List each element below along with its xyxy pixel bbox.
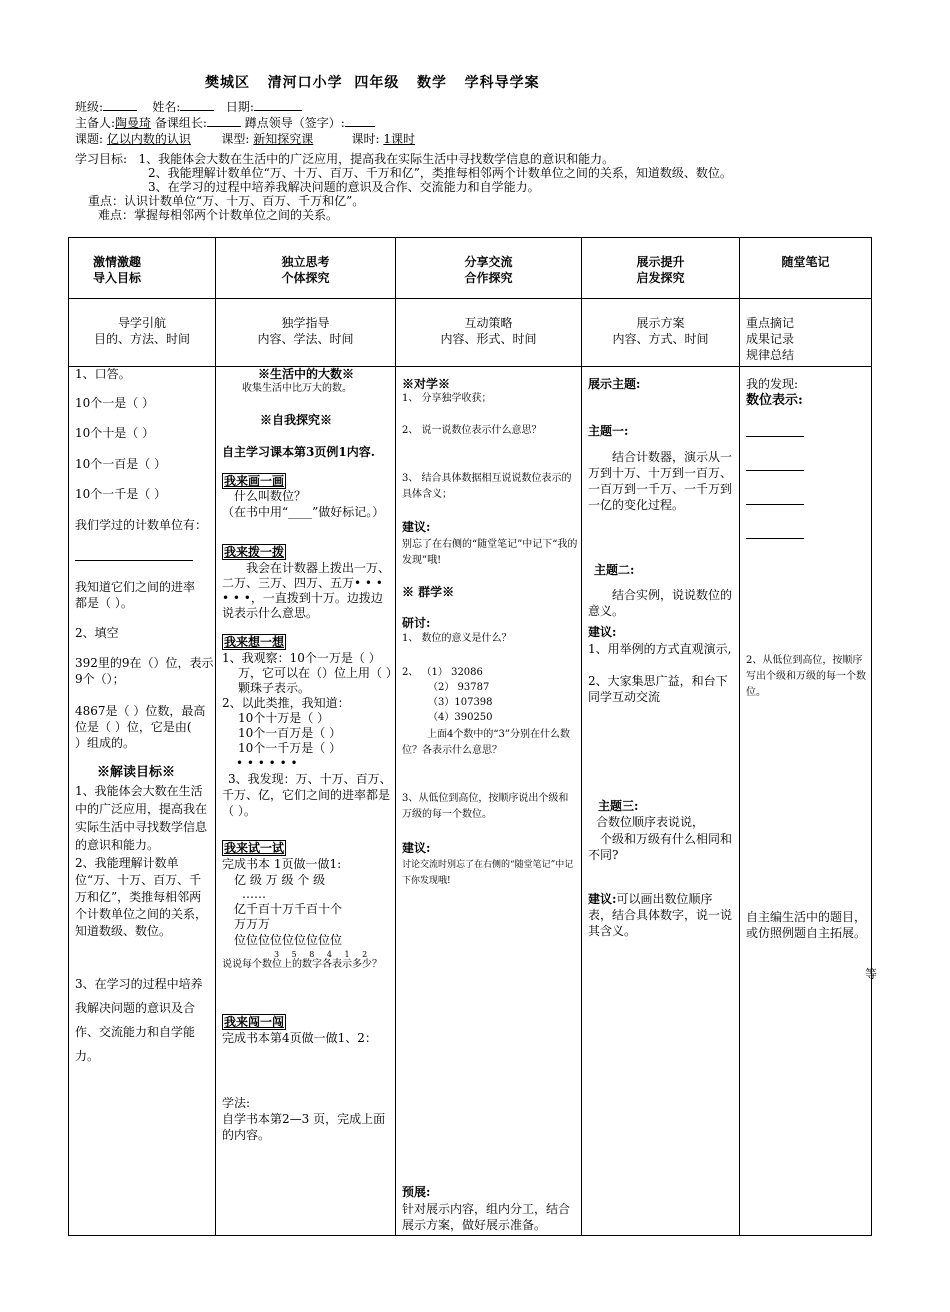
- discussion-2c: （3）107398: [428, 697, 493, 708]
- topic-1-label: 主题一:: [588, 424, 629, 438]
- pair-title: ※对学※: [402, 377, 451, 391]
- header-cell-3: 分享交流 合作探究: [464, 255, 513, 285]
- group-leader-blank[interactable]: [207, 114, 241, 127]
- header-cell-4: 展示提升 启发探究: [636, 255, 685, 285]
- type-value: 新知探究课: [253, 132, 314, 146]
- goal-2: 2、我能理解计数单位“万、十万、百万、千万和亿”，类推每相邻两个计数单位之间的关系，知道数级、数位。: [75, 856, 208, 938]
- try-6: 位位位位位位位位位: [234, 933, 343, 947]
- difficulty: 难点：掌握每相邻两个计数单位之间的关系。: [98, 208, 339, 222]
- try-8: 说说每个数位上的数字各表示多少？: [222, 959, 382, 970]
- pair-suggestion: 别忘了在右侧的“随堂笔记”中记下“我的发现”哦!: [402, 539, 578, 566]
- method-text: 自学书本第2—3 页，完成上面的内容。: [222, 1112, 386, 1142]
- group-suggestion: 讨论交流时别忘了在右侧的“随堂笔记”中记下你发现哦!: [402, 860, 574, 886]
- think-2c: 10个一千万是（ ）: [238, 741, 342, 755]
- pass-1: 完成书本第4页做一做1、2：: [222, 1031, 377, 1045]
- think-1c: 颗珠子表示。: [238, 681, 311, 695]
- side-mark: 等: [865, 967, 878, 981]
- rate-line-1: 我知道它们之间的进率: [75, 580, 196, 594]
- notes-blanks[interactable]: [746, 423, 804, 559]
- try-3: ……: [242, 887, 266, 901]
- col-presentation: [582, 367, 739, 1235]
- topic-2-suggestion-label: 建议:: [588, 625, 617, 639]
- think-2a: 10个十万是（ ）: [238, 711, 330, 725]
- header-cell-2: 独立思考 个体探究: [281, 255, 330, 285]
- topic-value: 亿以内数的认识: [106, 132, 191, 146]
- group-title: ※ 群学※: [402, 585, 455, 599]
- content-row: [69, 367, 872, 1236]
- try-1: 完成书本 1页做一做1:: [222, 857, 342, 871]
- pair-3: 3、 结合具体数据相互说说数位表示的具体含义；: [402, 473, 572, 500]
- header-row: [69, 238, 872, 299]
- discussion-2: 2、 （1） 32086: [402, 667, 483, 678]
- think-title: 我来想一想: [224, 635, 285, 649]
- col-notes: [740, 367, 871, 1235]
- discussion-1: 1、 数位的意义是什么？: [402, 633, 512, 644]
- self-explore-title: ※自我探究※: [260, 413, 333, 427]
- note-2: 2、从低位到高位，按顺序写出个级和万级的每一个数位。: [746, 655, 866, 698]
- objective-1: 学习目标: 1、我能体会大数在生活中的广泛应用，提高我在实际生活中寻找数学信息的意识和能力。: [75, 152, 615, 166]
- topic-3-text-1: 合数位顺序表说说，: [596, 815, 705, 829]
- question-1: 10个一是（ ）: [75, 396, 155, 410]
- col-guide: [69, 367, 215, 1235]
- topic-2-text: 结合实例，说说数位的意义。: [588, 588, 733, 618]
- topic-line: 课题: 亿以内数的认识 课型: 新知探究课 课时: 1课时: [75, 132, 415, 146]
- draw-title: 我来画一画: [224, 474, 285, 488]
- class-blank[interactable]: [103, 98, 137, 111]
- goal-3: 3、在学习的过程中培养我解决问题的意识及合作、交流能力和自学能力。: [75, 977, 203, 1063]
- subheader-cell-1: 导学引航 目的、方法、时间: [93, 316, 190, 346]
- discussion-2b: （2） 93787: [428, 682, 490, 693]
- question-4: 10个一千是（ ）: [75, 487, 167, 501]
- preview-text: 针对展示内容，组内分工，结合展示方案，做好展示准备。: [402, 1202, 571, 1232]
- think-1a: 1、我观察：10个一万是（ ）: [222, 651, 381, 665]
- topic-2-label: 主题二:: [594, 563, 635, 577]
- subheader-cell-4: 展示方案 内容、方式、时间: [612, 316, 709, 346]
- pair-1: 1、 分享独学收获；: [402, 393, 492, 404]
- try-2: 亿 级 万 级 个 级: [234, 873, 326, 887]
- my-findings-label: 我的发现:: [746, 377, 799, 391]
- think-dots: • • • • • •: [236, 756, 298, 770]
- subheader-cell-5: 重点摘记 成果记录 规律总结: [746, 316, 795, 362]
- question-2: 10个十是（ ）: [75, 426, 155, 440]
- pair-suggestion-label: 建议:: [402, 520, 431, 534]
- dial-title: 我来拨一拨: [224, 545, 285, 559]
- group-suggestion-label: 建议:: [402, 841, 431, 855]
- self-study-task: 自主学习课本第3页例1内容.: [222, 445, 375, 459]
- think-3: 3、我发现：万、十万、百万、千万、亿，它们之间的进率都是（ ）。: [222, 772, 392, 818]
- topic-1-text: 结合计数器，演示从一万到十万、十万到一百万、一百万到一千万、一千万到一亿的变化过程。: [588, 450, 733, 512]
- units-blank[interactable]: [75, 550, 193, 565]
- fill-heading: 2、填空: [75, 626, 119, 640]
- think-2b: 10个一百万是（ ）: [238, 726, 342, 740]
- method-label: 学法:: [222, 1096, 251, 1110]
- draw-instruction: （在书中用“____”做好标记。）: [222, 505, 385, 519]
- question-3: 10个一百是（ ）: [75, 457, 167, 471]
- subheader-cell-2: 独学指导 内容、学法、时间: [257, 316, 354, 346]
- name-blank[interactable]: [180, 98, 214, 111]
- rate-line-2: 都是（ ）。: [75, 596, 133, 610]
- topic-3-label: 主题三:: [598, 799, 639, 813]
- presentation-topic-label: 展示主题:: [588, 377, 641, 391]
- col-individual: [216, 367, 398, 1235]
- objective-2: 2、我能理解计数单位“万、十万、百万、千万和亿”，类推每相邻两个计数单位之间的关系，知道数级、数位。: [148, 166, 732, 180]
- date-blank[interactable]: [254, 98, 302, 111]
- units-question: 我们学过的计数单位有：: [75, 518, 208, 532]
- pass-title: 我来闯一闯: [224, 1015, 285, 1029]
- guide-table: [68, 237, 872, 1236]
- try-5: 万万万: [234, 917, 271, 931]
- topic-3-text-2: 个级和万级有什么相同和不同?: [588, 832, 733, 862]
- preparer-line: 主备人:陶曼琦 备课组长: 蹲点领导（签字）:: [75, 114, 375, 131]
- pair-2: 2、 说一说数位表示什么意思？: [402, 425, 542, 436]
- think-2: 2、以此类推，我知道：: [222, 696, 350, 710]
- note-3: 自主编生活中的题目，或仿照例题自主拓展。: [746, 910, 867, 940]
- try-title: 我来试一试: [224, 841, 285, 855]
- subheader-row: [69, 299, 872, 367]
- supervisor-blank[interactable]: [345, 114, 375, 127]
- topic-2-suggestion-2: 2、大家集思广益，和台下同学互动交流: [588, 674, 728, 704]
- page-title: 樊城区 清河口小学 四年级 数学 学科导学案: [205, 75, 540, 91]
- subheader-cell-3: 互动策略 内容、形式、时间: [440, 316, 537, 346]
- header-cell-5: 随堂笔记: [781, 255, 830, 269]
- oral-heading: 1、口答。: [75, 367, 131, 381]
- fill-2c: ）组成的。: [75, 736, 136, 750]
- topic-3-suggestion: 建议:可以画出数位顺序表，结合具体数字，说一说其含义。: [588, 892, 733, 938]
- draw-question: 什么叫数位？: [234, 489, 307, 503]
- discussion-2d: （4）390250: [428, 712, 493, 723]
- class-name-date-line: 班级: 姓名: 日期:: [75, 98, 302, 115]
- life-numbers-task: 收集生活中比万大的数。: [242, 383, 352, 394]
- goal-title: ※解读目标※: [97, 765, 176, 780]
- fill-2b: 位是（ ）位，它是由(: [75, 720, 192, 734]
- try-7: 3 5 8 4 1 2: [274, 950, 373, 959]
- topic-2-suggestion-1: 1、用举例的方式直观演示,: [588, 642, 732, 656]
- header-cell-1: 激情激趣 导入目标: [93, 255, 142, 285]
- col-cooperative: [396, 367, 581, 1235]
- fill-1a: 392里的9在（）位，表示: [75, 656, 214, 670]
- hours-value: 1课时: [383, 132, 415, 146]
- key-point: 重点：认识计数单位“万、十万、百万、千万和亿”。: [88, 194, 365, 208]
- objective-3: 3、在学习的过程中培养我解决问题的意识及合作、交流能力和自学能力。: [148, 180, 540, 194]
- goal-1: 1、我能体会大数在生活中的广泛应用，提高我在实际生活中寻找数学信息的意识和能力。: [75, 784, 208, 852]
- discussion-2e: 上面4个数中的“3”分别在什么数位？各表示什么意思？: [402, 729, 570, 756]
- preparer-name: 陶曼琦: [115, 116, 152, 130]
- life-numbers-title: ※生活中的大数※: [258, 367, 355, 381]
- think-1b: 万，它可以在（）位上用（ ）: [238, 666, 398, 680]
- discussion-label: 研讨:: [402, 616, 431, 630]
- fill-2a: 4867是（ ）位数，最高: [75, 704, 206, 718]
- discussion-3: 3、从低位到高位，按顺序说出个级和万级的每一个数位。: [402, 793, 569, 820]
- dial-instruction: 我会在计数器上拨出一万、二万、三万、四万、五万• • • • • •，一直拨到十万。边拨边说表示什么意思。: [222, 561, 391, 620]
- try-4: 亿千百十万千百十个: [234, 902, 343, 916]
- preview-label: 预展:: [402, 1185, 431, 1199]
- digit-notation-label: 数位表示:: [746, 393, 803, 408]
- fill-1b: 9个（）；: [75, 672, 125, 686]
